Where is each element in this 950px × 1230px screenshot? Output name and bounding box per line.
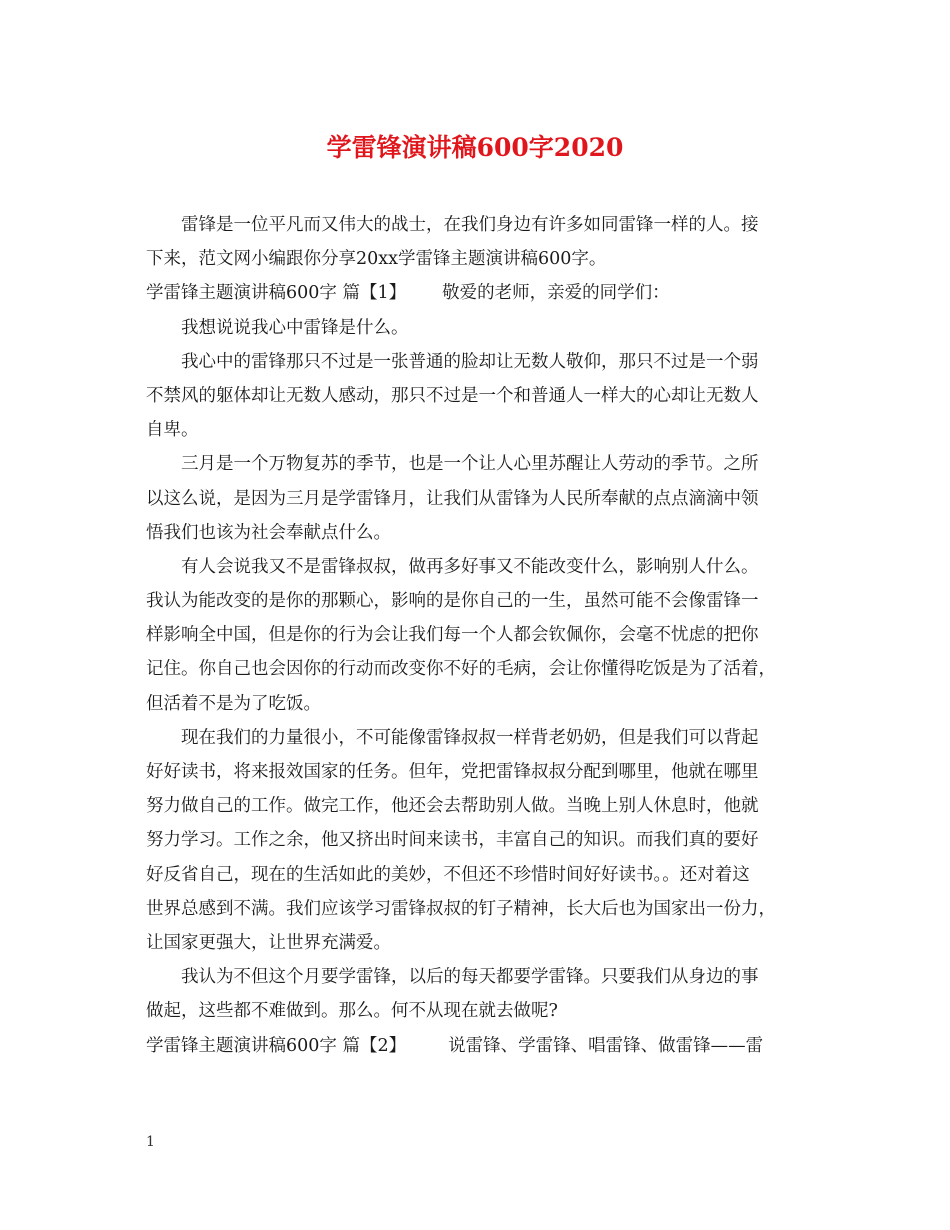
paragraph-line: 努力学习。工作之余，他又挤出时间来读书，丰富自己的知识。而我们真的要好	[146, 830, 759, 851]
section-heading-1	[146, 276, 826, 310]
paragraph-line: 样影响全中国，但是你的行为会让我们每一个人都会钦佩你，会毫不忧虑的把你	[146, 625, 759, 646]
paragraph-line: 世界总感到不满。我们应该学习雷锋叔叔的钉子精神，长大后也为国家出一份力，	[146, 898, 776, 919]
paragraph-line: 有人会说我又不是雷锋叔叔，做再多好事又不能改变什么，影响别人什么。	[181, 556, 759, 577]
paragraph-line: 现在我们的力量很小，不可能像雷锋叔叔一样背老奶奶，但是我们可以背起	[181, 727, 759, 748]
paragraph-line: 努力做自己的工作。做完工作，他还会去帮助别人做。当晚上别人休息时，他就	[146, 796, 759, 817]
paragraph-line: 三月是一个万物复苏的季节，也是一个让人心里苏醒让人劳动的季节。之所	[181, 454, 759, 475]
paragraph-line: 但活着不是为了吃饭。	[146, 693, 321, 714]
paragraph-line: 不禁风的躯体却让无数人感动，那只不过是一个和普通人一样大的心却让无数人	[146, 385, 759, 406]
paragraph-line: 雷锋是一位平凡而又伟大的战士，在我们身边有许多如同雷锋一样的人。接	[181, 215, 759, 235]
paragraph-line: 我认为不但这个月要学雷锋，以后的每天都要学雷锋。只要我们从身边的事	[181, 967, 759, 988]
paragraph-line: 我认为能改变的是你的那颗心，影响的是你自己的一生，虽然可能不会像雷锋一	[146, 591, 759, 612]
paragraph-line: 以这么说，是因为三月是学雷锋月，让我们从雷锋为人民所奉献的点点滴滴中领	[146, 488, 759, 509]
section-heading-2	[146, 1029, 826, 1063]
paragraph-line: 记住。你自己也会因你的行动而改变你不好的毛病，会让你懂得吃饭是为了活着，	[146, 659, 776, 680]
paragraph-line: 好好读书，将来报效国家的任务。但年，党把雷锋叔叔分配到哪里，他就在哪里	[146, 762, 759, 782]
section-opening-text: 说雷锋、学雷锋、唱雷锋、做雷锋——雷	[448, 1035, 764, 1056]
paragraph-line: 好反省自己，现在的生活如此的美妙，不但还不珍惜时间好好读书。。还对着这	[146, 864, 750, 885]
section-heading-label: 学雷锋主题演讲稿600字 篇【1】	[146, 283, 407, 304]
document-title: 学雷锋演讲稿600字2020	[326, 133, 624, 162]
page-number: 1	[146, 1134, 155, 1150]
paragraph-line: 我心中的雷锋那只不过是一张普通的脸却让无数人敬仰，那只不过是一个弱	[181, 351, 759, 372]
section-heading-label: 学雷锋主题演讲稿600字 篇【2】	[146, 1035, 407, 1056]
document-body	[146, 208, 826, 1063]
paragraph-line: 自卑。	[146, 420, 199, 441]
paragraph-line: 我想说说我心中雷锋是什么。	[181, 317, 409, 338]
paragraph-line: 下来，范文网小编跟你分享20xx学雷锋主题演讲稿600字。	[146, 249, 607, 270]
paragraph-line: 悟我们也该为社会奉献点什么。	[146, 522, 391, 543]
section-opening-text: 敬爱的老师，亲爱的同学们：	[442, 283, 670, 304]
paragraph-line: 做起，这些都不难做到。那么。何不从现在就去做呢?	[146, 1001, 558, 1022]
paragraph-line: 让国家更强大，让世界充满爱。	[146, 932, 391, 953]
